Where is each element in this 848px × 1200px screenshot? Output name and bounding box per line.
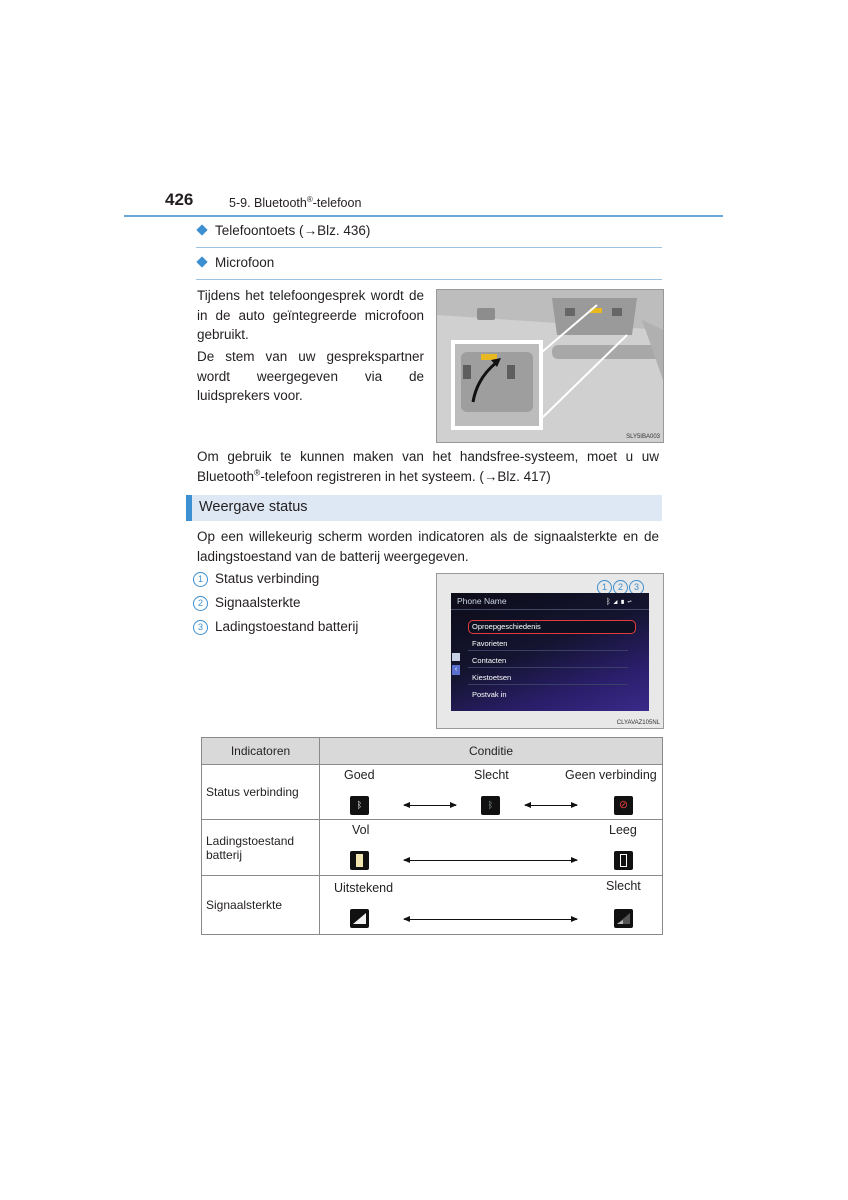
side-menu-icon[interactable] <box>452 653 460 661</box>
subheading-microfoon: Microfoon <box>196 255 662 280</box>
double-arrow <box>525 805 577 806</box>
signal-icon: ◢ <box>613 597 618 606</box>
menu-item[interactable]: Postvak in <box>472 690 507 699</box>
header-rule <box>124 215 723 217</box>
chapter-title: 5-9. Bluetooth®-telefoon <box>229 195 362 211</box>
status-icons <box>606 597 632 606</box>
number-badge: 2 <box>193 596 208 611</box>
section-accent <box>186 495 192 521</box>
page-number: 426 <box>165 190 194 209</box>
menu-item[interactable]: Oproepgeschiedenis <box>472 622 541 631</box>
table-row <box>202 820 663 876</box>
row-label: Ladingstoestand batterij <box>202 820 320 876</box>
list-item: 2 Signaalsterkte <box>193 595 301 611</box>
phone-name-title: Phone Name <box>457 596 507 606</box>
table-row <box>202 765 663 820</box>
row-label: Signaalsterkte <box>202 876 320 935</box>
section-intro: Op een willekeurig scherm worden indicatoren als de signaalsterkte en de ladingstoestand van de batterij weergegeven. <box>197 529 659 564</box>
condition-cell: Goed Slecht Geen verbinding ᛒ ᛒ ⊘ <box>320 765 663 820</box>
section-heading-weergave-status: Weergave status <box>186 495 662 521</box>
no-connection-icon: ⊘ <box>614 796 633 815</box>
battery-icon: ▮ <box>620 597 625 606</box>
row-label: Status verbinding <box>202 765 320 820</box>
list-item: 1 Status verbinding <box>193 571 319 587</box>
number-badge: 1 <box>193 572 208 587</box>
signal-excellent-icon <box>350 909 369 928</box>
battery-empty-icon <box>614 851 633 870</box>
back-icon[interactable]: ↩ <box>627 597 632 606</box>
condition-cell: Vol Leeg <box>320 820 663 876</box>
battery-full-icon <box>350 851 369 870</box>
number-badge: 3 <box>193 620 208 635</box>
menu-item[interactable]: Favorieten <box>472 639 508 648</box>
list-item: 3 Ladingstoestand batterij <box>193 619 358 635</box>
table-header: Indicatoren <box>202 738 320 765</box>
figure-code: SLY5IBA003 <box>626 434 660 440</box>
figure-code: CLYAVAZ105NL <box>616 720 660 726</box>
microphone-photo <box>436 289 664 443</box>
overhead-console-illustration <box>437 290 663 442</box>
diamond-bullet-icon <box>196 224 207 235</box>
double-arrow <box>404 805 456 806</box>
condition-cell: Uitstekend Slecht <box>320 876 663 935</box>
menu-item[interactable]: Contacten <box>472 656 507 665</box>
double-arrow <box>404 860 577 861</box>
indicator-table <box>201 737 663 935</box>
signal-weak-icon <box>614 909 633 928</box>
table-header: Conditie <box>320 738 663 765</box>
phone-screen-figure <box>436 573 664 729</box>
subheading-telefoontoets: Telefoontoets (→Blz. 436) <box>196 223 662 248</box>
double-arrow <box>404 919 577 920</box>
menu-item[interactable]: Kiestoetsen <box>472 673 512 682</box>
bluetooth-weak-icon: ᛒ <box>481 796 500 815</box>
page-reference-link[interactable]: Blz. 417) <box>497 468 551 484</box>
handsfree-paragraph: Om gebruik te kunnen maken van het handsfree-systeem, moet u uw Bluetooth®-telefoon registreren in het systeem. (→Blz. 417) <box>197 449 659 484</box>
microphone-paragraph-1: Tijdens het telefoongesprek wordt de in de auto geïntegreerde microfoon gebruikt. <box>197 288 424 342</box>
page-reference-link[interactable]: Blz. 436) <box>317 223 371 238</box>
bluetooth-good-icon: ᛒ <box>350 796 369 815</box>
diamond-bullet-icon <box>196 256 207 267</box>
table-row <box>202 876 663 935</box>
display-screen <box>451 593 649 711</box>
callout-numbers: 1 2 3 <box>597 578 644 596</box>
chevron-left-icon[interactable]: ‹ <box>452 665 460 675</box>
bluetooth-icon: ᛒ <box>606 597 611 606</box>
microphone-paragraph-2: De stem van uw gesprekspartner wordt weergegeven via de luidsprekers voor. <box>197 349 424 403</box>
